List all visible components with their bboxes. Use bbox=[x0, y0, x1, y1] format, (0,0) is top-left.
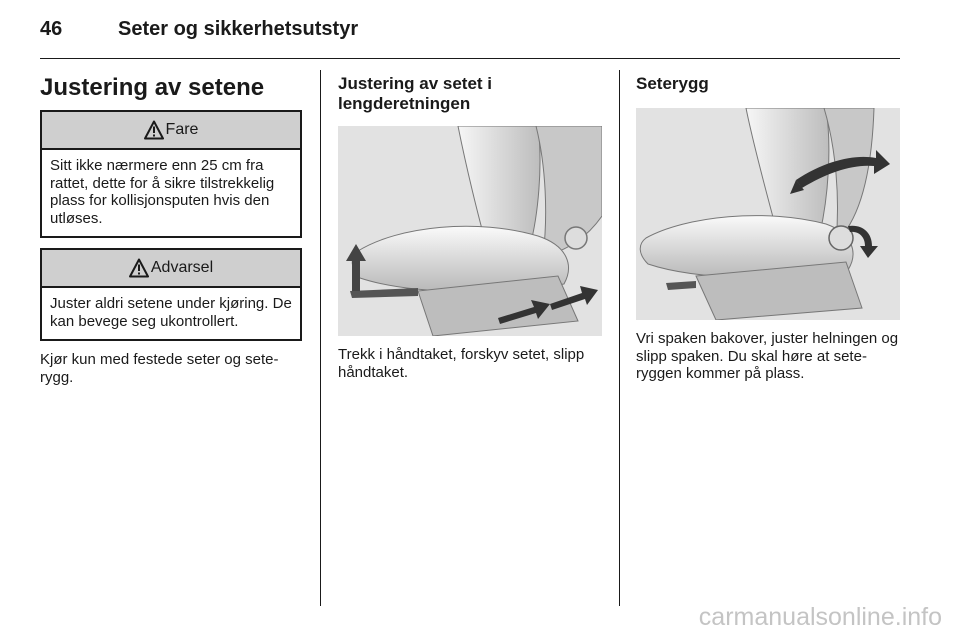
column-divider bbox=[619, 70, 620, 606]
body-text: Vri spaken bakover, juster helningen og slipp spaken. Du skal høre at sete-ryggen kommer på plass. bbox=[636, 330, 899, 382]
body-text: Trekk i håndtaket, forskyv setet, slipp håndtaket. bbox=[338, 346, 585, 381]
warning-text: Juster aldri setene under kjøring. De kan bevege seg ukontrollert. bbox=[50, 295, 292, 330]
running-head: Seter og sikkerhetsutstyr bbox=[118, 18, 359, 40]
column-divider bbox=[320, 70, 321, 606]
danger-box-header bbox=[42, 112, 300, 150]
body-text: Kjør kun med festede seter og sete-rygg. bbox=[40, 351, 279, 386]
danger-heading: Fare bbox=[165, 121, 199, 138]
seat-illustration bbox=[338, 126, 602, 336]
page-number: 46 bbox=[40, 18, 63, 40]
danger-box bbox=[40, 110, 302, 238]
seatback-illustration bbox=[636, 108, 900, 320]
warning-triangle-icon bbox=[129, 258, 149, 278]
watermark: carmanualsonline.info bbox=[698, 603, 942, 631]
seat-fore-aft-illustration bbox=[338, 126, 602, 336]
warning-triangle-icon bbox=[144, 120, 164, 140]
left-column bbox=[40, 74, 302, 386]
section-title: Justering av setene bbox=[40, 74, 265, 101]
warning-box bbox=[40, 248, 302, 341]
middle-column bbox=[338, 74, 602, 381]
header-rule bbox=[40, 58, 900, 59]
right-column bbox=[636, 74, 902, 383]
seatback-recline-illustration bbox=[636, 108, 900, 320]
warning-heading: Advarsel bbox=[150, 259, 214, 276]
subsection-title: Seterygg bbox=[636, 74, 709, 93]
warning-box-header bbox=[42, 250, 300, 288]
subsection-title: Justering av setet i lengderetningen bbox=[338, 74, 493, 113]
danger-text: Sitt ikke nærmere enn 25 cm fra rattet, dette for å sikre tilstrekkelig plass for kollisjonsputen hvis den utløses. bbox=[50, 157, 275, 227]
